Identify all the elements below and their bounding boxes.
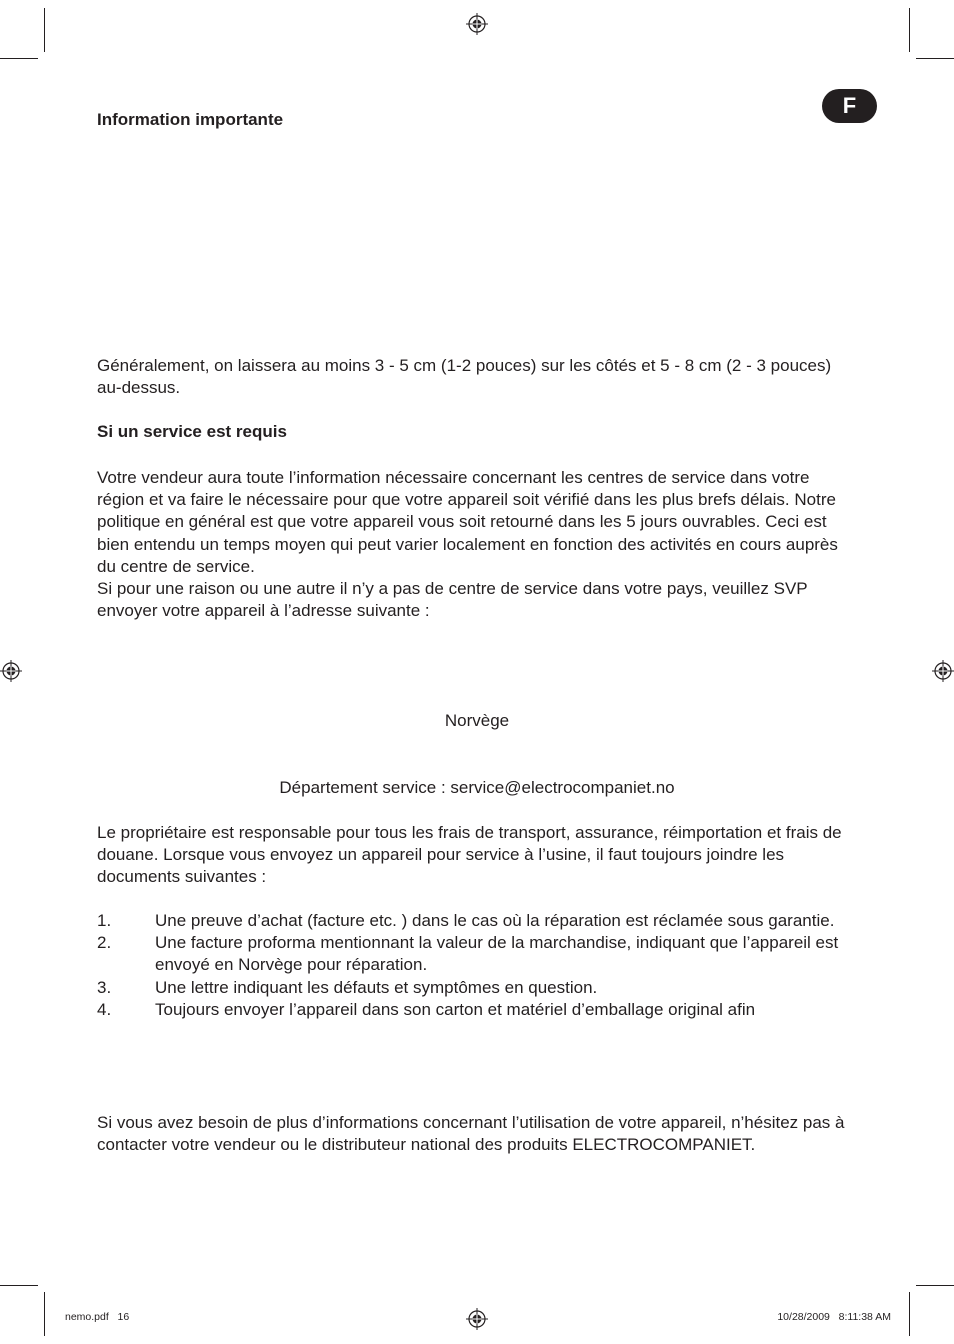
- language-badge: F: [822, 89, 877, 123]
- clearance-paragraph: Généralement, on laissera au moins 3 - 5 cm (1-2 pouces) sur les côtés et 5 - 8 cm (2 - 3 pouces) au-dessus.: [97, 356, 832, 398]
- registration-mark-icon: [0, 660, 22, 682]
- list-item: [97, 910, 857, 932]
- registration-mark-icon: [466, 1308, 488, 1330]
- address-country: Norvège: [444, 711, 510, 730]
- no-center-paragraph: Si pour une raison ou une autre il n’y a pas de centre de service dans votre pays, veuillez SVP envoyer votre appareil à l’adresse suivante :: [97, 579, 808, 621]
- crop-mark: [909, 8, 910, 52]
- crop-mark: [909, 1292, 910, 1336]
- list-item-number: 4.: [97, 999, 112, 1019]
- list-item-text: Une preuve d’achat (facture etc. ) dans le cas où la réparation est réclamée sous garantie.: [155, 911, 835, 930]
- list-item-number: 2.: [97, 933, 112, 953]
- service-heading: Si un service est requis: [97, 422, 287, 441]
- page-heading: Information importante: [97, 110, 284, 129]
- closing-paragraph: Si vous avez besoin de plus d’informations concernant l’utilisation de votre appareil, n’hésitez pas à contacter votre vendeur ou le distributeur national des produits ELECTROCOMPANIET.: [97, 1113, 845, 1155]
- list-item-number: 3.: [97, 977, 112, 997]
- footer-timestamp: 10/28/2009 8:11:38 AM: [777, 1311, 891, 1323]
- list-item-text: Une facture proforma mentionnant la valeur de la marchandise, indiquant que l’appareil est envoyé en Norvège pour réparation.: [155, 933, 839, 975]
- crop-mark: [44, 1292, 45, 1336]
- owner-paragraph: Le propriétaire est responsable pour tous les frais de transport, assurance, réimportation et frais de douane. Lorsque vous envoyez un appareil pour service à l’usine, il faut toujours joindre les documents suivantes :: [97, 823, 842, 887]
- crop-mark: [916, 1285, 954, 1286]
- list-item-text: Une lettre indiquant les défauts et symptômes en question.: [155, 977, 598, 997]
- documents-list: [97, 910, 857, 1021]
- service-contact: Département service : service@electrocompaniet.no: [279, 778, 675, 797]
- list-item: [97, 977, 857, 999]
- list-item: [97, 999, 857, 1021]
- list-item-text: Toujours envoyer l’appareil dans son carton et matériel d’emballage original afin: [155, 999, 756, 1019]
- crop-mark: [0, 58, 38, 59]
- list-item-number: 1.: [97, 911, 112, 930]
- registration-mark-icon: [466, 13, 488, 35]
- service-paragraph: Votre vendeur aura toute l’information nécessaire concernant les centres de service dans votre région et va faire le nécessaire pour que votre appareil soit vérifié dans les plus brefs délais. Notre politique en général est que votre appareil vous soit retourné dans les 5 jours ouvrables. Ceci est bien entendu un temps moyen qui peut varier localement en fonction des activités en cours auprès du centre de service.: [97, 468, 838, 576]
- registration-mark-icon: [932, 660, 954, 682]
- footer-file-info: nemo.pdf 16: [65, 1311, 130, 1323]
- crop-mark: [0, 1285, 38, 1286]
- crop-mark: [44, 8, 45, 52]
- crop-mark: [916, 58, 954, 59]
- list-item: [97, 932, 857, 976]
